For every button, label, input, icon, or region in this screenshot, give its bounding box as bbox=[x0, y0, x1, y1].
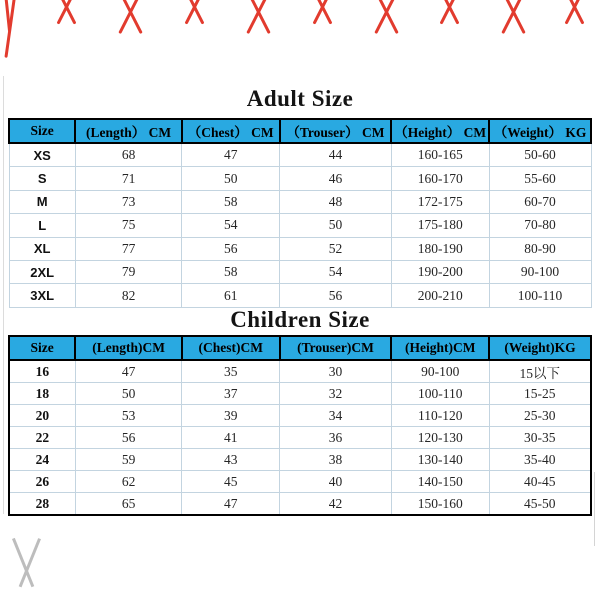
table-cell: 62 bbox=[75, 471, 182, 493]
table-cell: 40-45 bbox=[489, 471, 591, 493]
table-cell: 172-175 bbox=[391, 190, 489, 213]
table-cell: 53 bbox=[75, 405, 182, 427]
table-cell: 77 bbox=[75, 237, 182, 260]
children-size-title: Children Size bbox=[230, 307, 370, 332]
table-cell: 79 bbox=[75, 260, 182, 283]
table-cell: 54 bbox=[280, 260, 392, 283]
table-cell: 180-190 bbox=[391, 237, 489, 260]
table-cell: 37 bbox=[182, 383, 280, 405]
size-label-cell: 20 bbox=[9, 405, 75, 427]
table-cell: 50 bbox=[75, 383, 182, 405]
table-row bbox=[9, 143, 591, 167]
children-header-cell: (Trouser)CM bbox=[280, 336, 392, 360]
table-cell: 46 bbox=[280, 167, 392, 190]
table-cell: 30-35 bbox=[489, 427, 591, 449]
table-row bbox=[9, 260, 591, 283]
table-cell: 58 bbox=[182, 190, 280, 213]
red-mark-icon bbox=[564, 0, 586, 26]
table-cell: 50 bbox=[280, 214, 392, 237]
table-cell: 100-110 bbox=[489, 284, 591, 307]
table-cell: 50-60 bbox=[489, 143, 591, 167]
size-label-cell: 28 bbox=[9, 493, 75, 516]
adult-size-table bbox=[8, 118, 592, 308]
table-cell: 48 bbox=[280, 190, 392, 213]
children-header-cell: (Length)CM bbox=[75, 336, 182, 360]
table-cell: 45-50 bbox=[489, 493, 591, 516]
table-cell: 130-140 bbox=[391, 449, 489, 471]
adult-header-row bbox=[9, 119, 591, 143]
table-cell: 90-100 bbox=[391, 360, 489, 383]
table-cell: 75 bbox=[75, 214, 182, 237]
table-cell: 40 bbox=[280, 471, 392, 493]
table-cell: 58 bbox=[182, 260, 280, 283]
table-cell: 43 bbox=[182, 449, 280, 471]
adult-header-cell: （Height） CM bbox=[391, 119, 489, 143]
table-row bbox=[9, 237, 591, 260]
size-label-cell: 24 bbox=[9, 449, 75, 471]
table-row bbox=[9, 284, 591, 307]
table-cell: 15以下 bbox=[489, 360, 591, 383]
adult-size-title: Adult Size bbox=[246, 86, 354, 111]
children-header-cell: (Height)CM bbox=[391, 336, 489, 360]
table-cell: 71 bbox=[75, 167, 182, 190]
table-cell: 150-160 bbox=[391, 493, 489, 516]
table-cell: 56 bbox=[280, 284, 392, 307]
red-watermark-marks bbox=[0, 0, 600, 60]
table-row bbox=[9, 427, 591, 449]
table-cell: 100-110 bbox=[391, 383, 489, 405]
table-row bbox=[9, 471, 591, 493]
red-mark-icon bbox=[312, 0, 334, 26]
table-cell: 52 bbox=[280, 237, 392, 260]
red-mark-icon bbox=[248, 0, 270, 36]
table-cell: 25-30 bbox=[489, 405, 591, 427]
children-header-cell: (Weight)KG bbox=[489, 336, 591, 360]
table-row bbox=[9, 214, 591, 237]
table-cell: 160-170 bbox=[391, 167, 489, 190]
table-cell: 45 bbox=[182, 471, 280, 493]
red-mark-icon bbox=[376, 0, 398, 36]
table-cell: 34 bbox=[280, 405, 392, 427]
v-mark-icon bbox=[3, 539, 49, 588]
table-cell: 73 bbox=[75, 190, 182, 213]
adult-header-cell: Size bbox=[9, 119, 75, 143]
table-cell: 50 bbox=[182, 167, 280, 190]
table-cell: 80-90 bbox=[489, 237, 591, 260]
red-mark-icon bbox=[0, 0, 22, 58]
table-cell: 35-40 bbox=[489, 449, 591, 471]
table-cell: 39 bbox=[182, 405, 280, 427]
table-cell: 110-120 bbox=[391, 405, 489, 427]
red-mark-icon bbox=[503, 0, 525, 36]
size-label-cell: L bbox=[9, 214, 75, 237]
table-row bbox=[9, 405, 591, 427]
table-cell: 30 bbox=[280, 360, 392, 383]
adult-header-cell: （Chest） CM bbox=[182, 119, 280, 143]
table-cell: 35 bbox=[182, 360, 280, 383]
table-cell: 140-150 bbox=[391, 471, 489, 493]
table-cell: 32 bbox=[280, 383, 392, 405]
table-cell: 54 bbox=[182, 214, 280, 237]
table-cell: 36 bbox=[280, 427, 392, 449]
table-cell: 120-130 bbox=[391, 427, 489, 449]
table-cell: 61 bbox=[182, 284, 280, 307]
table-cell: 56 bbox=[182, 237, 280, 260]
right-edge-artifact-line bbox=[594, 472, 595, 546]
size-label-cell: 16 bbox=[9, 360, 75, 383]
size-label-cell: 18 bbox=[9, 383, 75, 405]
table-cell: 65 bbox=[75, 493, 182, 516]
table-cell: 38 bbox=[280, 449, 392, 471]
table-row bbox=[9, 360, 591, 383]
size-label-cell: 3XL bbox=[9, 284, 75, 307]
size-label-cell: XS bbox=[9, 143, 75, 167]
table-cell: 175-180 bbox=[391, 214, 489, 237]
table-cell: 41 bbox=[182, 427, 280, 449]
red-mark-icon bbox=[439, 0, 461, 26]
table-cell: 59 bbox=[75, 449, 182, 471]
table-row bbox=[9, 167, 591, 190]
children-size-table bbox=[8, 335, 592, 516]
size-label-cell: XL bbox=[9, 237, 75, 260]
table-cell: 68 bbox=[75, 143, 182, 167]
size-label-cell: 2XL bbox=[9, 260, 75, 283]
table-cell: 15-25 bbox=[489, 383, 591, 405]
table-row bbox=[9, 449, 591, 471]
table-cell: 160-165 bbox=[391, 143, 489, 167]
table-cell: 82 bbox=[75, 284, 182, 307]
table-cell: 47 bbox=[182, 143, 280, 167]
table-cell: 70-80 bbox=[489, 214, 591, 237]
red-mark-icon bbox=[184, 0, 206, 26]
size-label-cell: S bbox=[9, 167, 75, 190]
adult-header-cell: (Length） CM bbox=[75, 119, 182, 143]
table-cell: 200-210 bbox=[391, 284, 489, 307]
table-cell: 56 bbox=[75, 427, 182, 449]
red-mark-icon bbox=[56, 0, 78, 26]
table-row bbox=[9, 190, 591, 213]
size-label-cell: M bbox=[9, 190, 75, 213]
size-label-cell: 22 bbox=[9, 427, 75, 449]
table-cell: 90-100 bbox=[489, 260, 591, 283]
table-row bbox=[9, 493, 591, 516]
table-cell: 47 bbox=[75, 360, 182, 383]
red-mark-icon bbox=[120, 0, 142, 36]
table-cell: 44 bbox=[280, 143, 392, 167]
children-header-row bbox=[9, 336, 591, 360]
table-cell: 60-70 bbox=[489, 190, 591, 213]
adult-header-cell: （Weight） KG bbox=[489, 119, 591, 143]
children-header-cell: Size bbox=[9, 336, 75, 360]
table-cell: 42 bbox=[280, 493, 392, 516]
adult-header-cell: （Trouser） CM bbox=[280, 119, 392, 143]
size-label-cell: 26 bbox=[9, 471, 75, 493]
children-header-cell: (Chest)CM bbox=[182, 336, 280, 360]
table-cell: 47 bbox=[182, 493, 280, 516]
table-row bbox=[9, 383, 591, 405]
table-cell: 55-60 bbox=[489, 167, 591, 190]
table-cell: 190-200 bbox=[391, 260, 489, 283]
left-edge-artifact-line bbox=[3, 76, 4, 514]
